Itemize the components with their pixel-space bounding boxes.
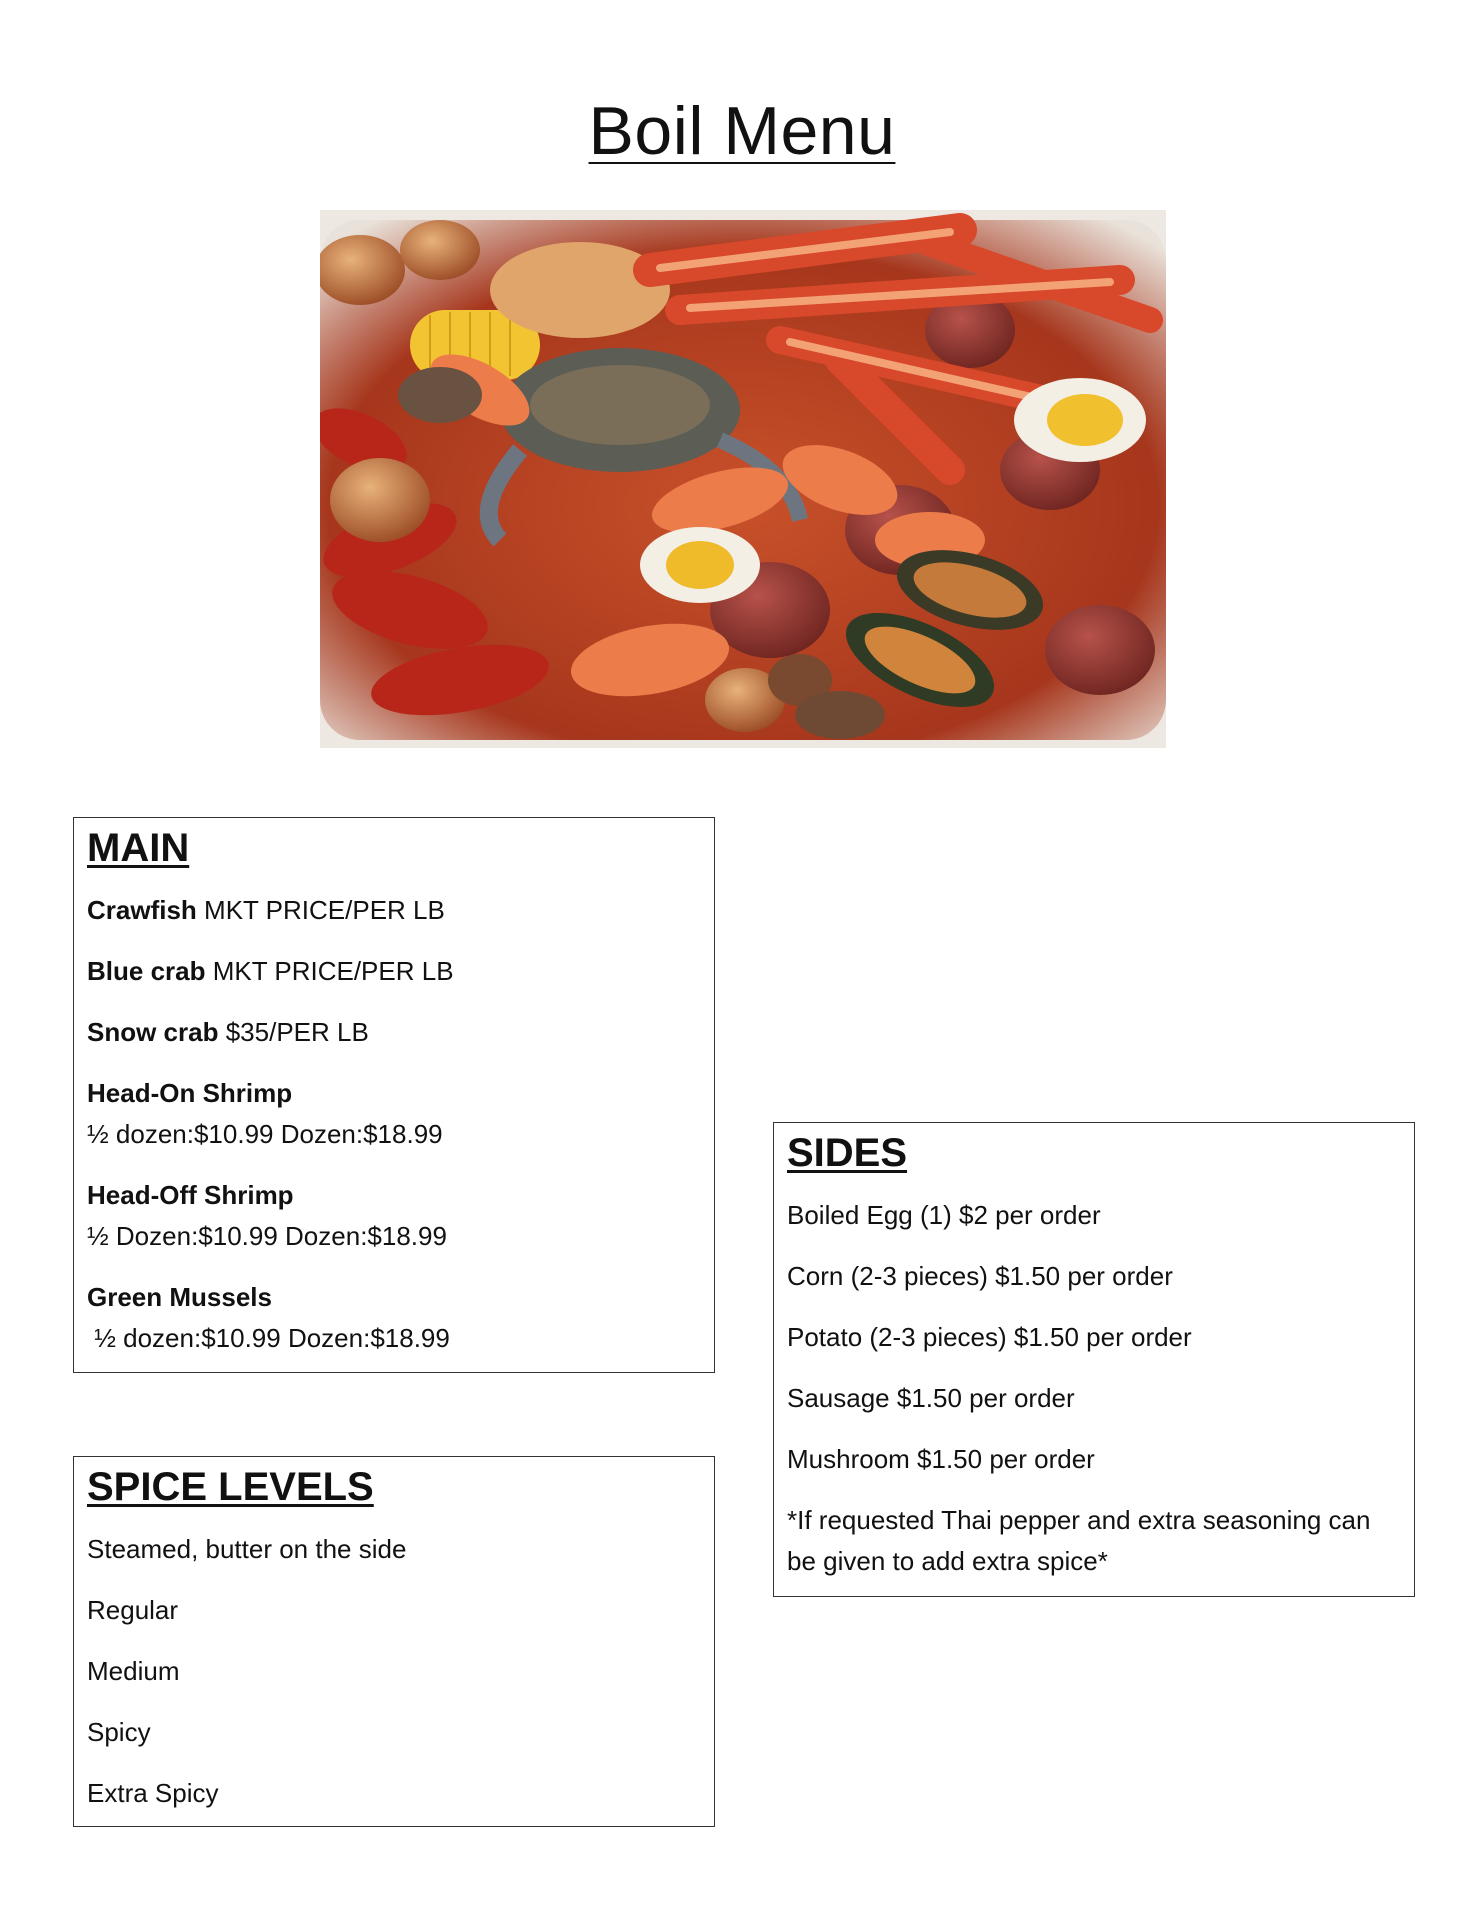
item-name: Blue crab <box>87 956 206 986</box>
spice-heading: SPICE LEVELS <box>87 1465 374 1509</box>
side-item: Boiled Egg (1) $2 per order <box>787 1200 1101 1230</box>
item-name: Green Mussels <box>87 1282 272 1312</box>
main-item-blue-crab <box>87 951 701 992</box>
main-item-head-on-shrimp <box>87 1073 701 1155</box>
spice-levels-section <box>73 1456 715 1827</box>
item-price: ½ dozen:$10.99 Dozen:$18.99 <box>87 1119 443 1149</box>
item-price: ½ Dozen:$10.99 Dozen:$18.99 <box>87 1221 447 1251</box>
item-name: Head-On Shrimp <box>87 1078 293 1108</box>
sides-section <box>773 1122 1415 1597</box>
spice-level-item: Medium <box>87 1656 180 1686</box>
main-item-green-mussels <box>87 1277 701 1359</box>
seafood-boil-photo <box>320 210 1166 748</box>
item-name: Crawfish <box>87 895 197 925</box>
spice-note: *If requested Thai pepper and extra seasoning can be given to add extra spice* <box>787 1505 1371 1576</box>
item-price: MKT PRICE/PER LB <box>212 956 454 986</box>
item-price: ½ dozen:$10.99 Dozen:$18.99 <box>87 1323 450 1353</box>
item-price: MKT PRICE/PER LB <box>204 895 445 925</box>
side-item: Sausage $1.50 per order <box>787 1383 1075 1413</box>
main-item-crawfish <box>87 890 701 931</box>
spice-level-item: Extra Spicy <box>87 1778 219 1808</box>
spice-level-item: Steamed, butter on the side <box>87 1534 407 1564</box>
side-item: Mushroom $1.50 per order <box>787 1444 1095 1474</box>
side-item: Corn (2-3 pieces) $1.50 per order <box>787 1261 1173 1291</box>
spice-level-item: Spicy <box>87 1717 151 1747</box>
main-heading: MAIN <box>87 826 190 870</box>
main-item-snow-crab <box>87 1012 701 1053</box>
item-name: Snow crab <box>87 1017 219 1047</box>
sides-heading: SIDES <box>787 1131 908 1175</box>
main-section <box>73 817 715 1373</box>
item-price: $35/PER LB <box>225 1017 369 1047</box>
spice-level-item: Regular <box>87 1595 179 1625</box>
page-title: Boil Menu <box>588 93 896 169</box>
main-item-head-off-shrimp <box>87 1175 701 1257</box>
item-name: Head-Off Shrimp <box>87 1180 294 1210</box>
side-item: Potato (2-3 pieces) $1.50 per order <box>787 1322 1192 1352</box>
